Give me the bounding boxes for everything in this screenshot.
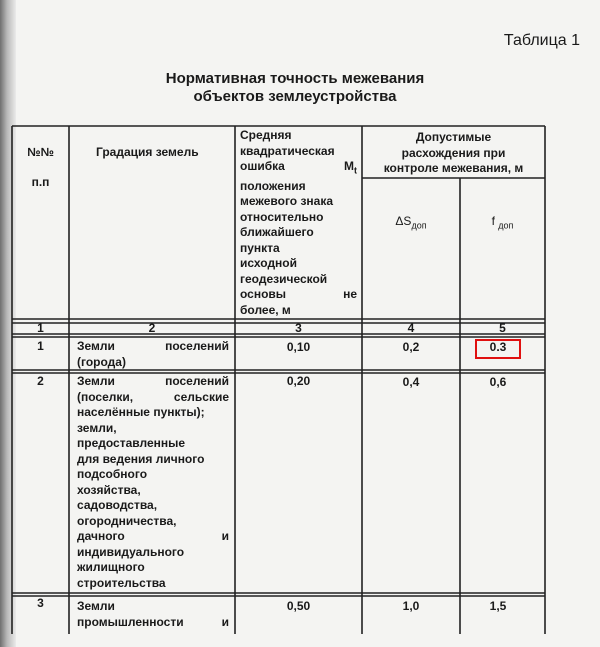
row-2-gradation: Земли поселений (поселки, сельские населённые пункты); земли, предоставленные для ведения личного подсобного хозяйства, садоводства, огородничества, дачного и индивидуального жилищного строительства [77, 374, 229, 590]
header-mean-error-line: относительно [240, 209, 324, 224]
header-mean-error-line: квадратическая [240, 143, 335, 158]
title-line-1: Нормативная точность межевания [165, 70, 425, 87]
header-mean-error-line: исходной [240, 256, 298, 271]
row-3-f: 1,5 [489, 599, 507, 613]
table-label: Таблица 1 [503, 32, 580, 49]
header-num-line-2: п.п [31, 174, 50, 189]
row-2-delta-s: 0,4 [402, 375, 420, 389]
header-mean-error-line: межевого знака [240, 194, 334, 209]
row-1-mean-error: 0,10 [286, 340, 311, 354]
title-line-2: объектов землеустройства [193, 88, 397, 105]
header-allowed-line: контроле межевания, м [383, 161, 524, 175]
row-3-num: 3 [37, 596, 44, 610]
row-1-delta-s: 0,2 [402, 340, 420, 354]
header-mean-error-line: положения [240, 178, 306, 193]
row-1-f: 0.3 [489, 340, 507, 354]
row-3-gradation: Земли промышленности и [77, 599, 229, 629]
row-1-num: 1 [37, 339, 44, 353]
header-mean-error [240, 128, 357, 318]
header-gradation: Градация земель [96, 145, 199, 159]
header-f: f $_{доп}$ [491, 214, 514, 231]
header-num [14, 145, 67, 190]
header-mean-error-line: более, м [240, 302, 291, 317]
header-delta-s: $\Delta S_{доп}$ [395, 214, 427, 231]
header-allowed-line: Допустимые [415, 130, 492, 144]
column-number-4: 4 [407, 321, 415, 335]
column-number-5: 5 [499, 321, 506, 335]
row-2-num: 2 [37, 374, 44, 388]
header-mean-error-word: ошибка [240, 159, 285, 173]
column-number-1: 1 [37, 321, 44, 335]
column-number-3: 3 [295, 321, 302, 335]
header-allowed-line: расхождения при [401, 145, 506, 160]
row-2-mean-error: 0,20 [286, 374, 311, 388]
header-mean-error-line: Средняя [240, 128, 292, 142]
header-num-line-1: №№ [27, 145, 54, 159]
row-3-mean-error: 0,50 [286, 599, 311, 613]
row-1-gradation: Земли поселений (города) [77, 339, 229, 369]
column-number-2: 2 [148, 321, 156, 335]
header-mean-error-line: основы не [240, 287, 357, 302]
header-mean-error-line: ближайшего [240, 225, 314, 240]
header-mean-error-line [240, 159, 357, 179]
row-2-f: 0,6 [489, 375, 507, 389]
header-mean-error-line: пункта [240, 240, 280, 255]
header-allowed [364, 130, 543, 177]
row-3-delta-s: 1,0 [402, 599, 420, 613]
highlight-box [475, 339, 521, 359]
header-mean-error-line: геодезической [240, 271, 328, 286]
header-mt-symbol: $M_t$ [344, 159, 357, 176]
